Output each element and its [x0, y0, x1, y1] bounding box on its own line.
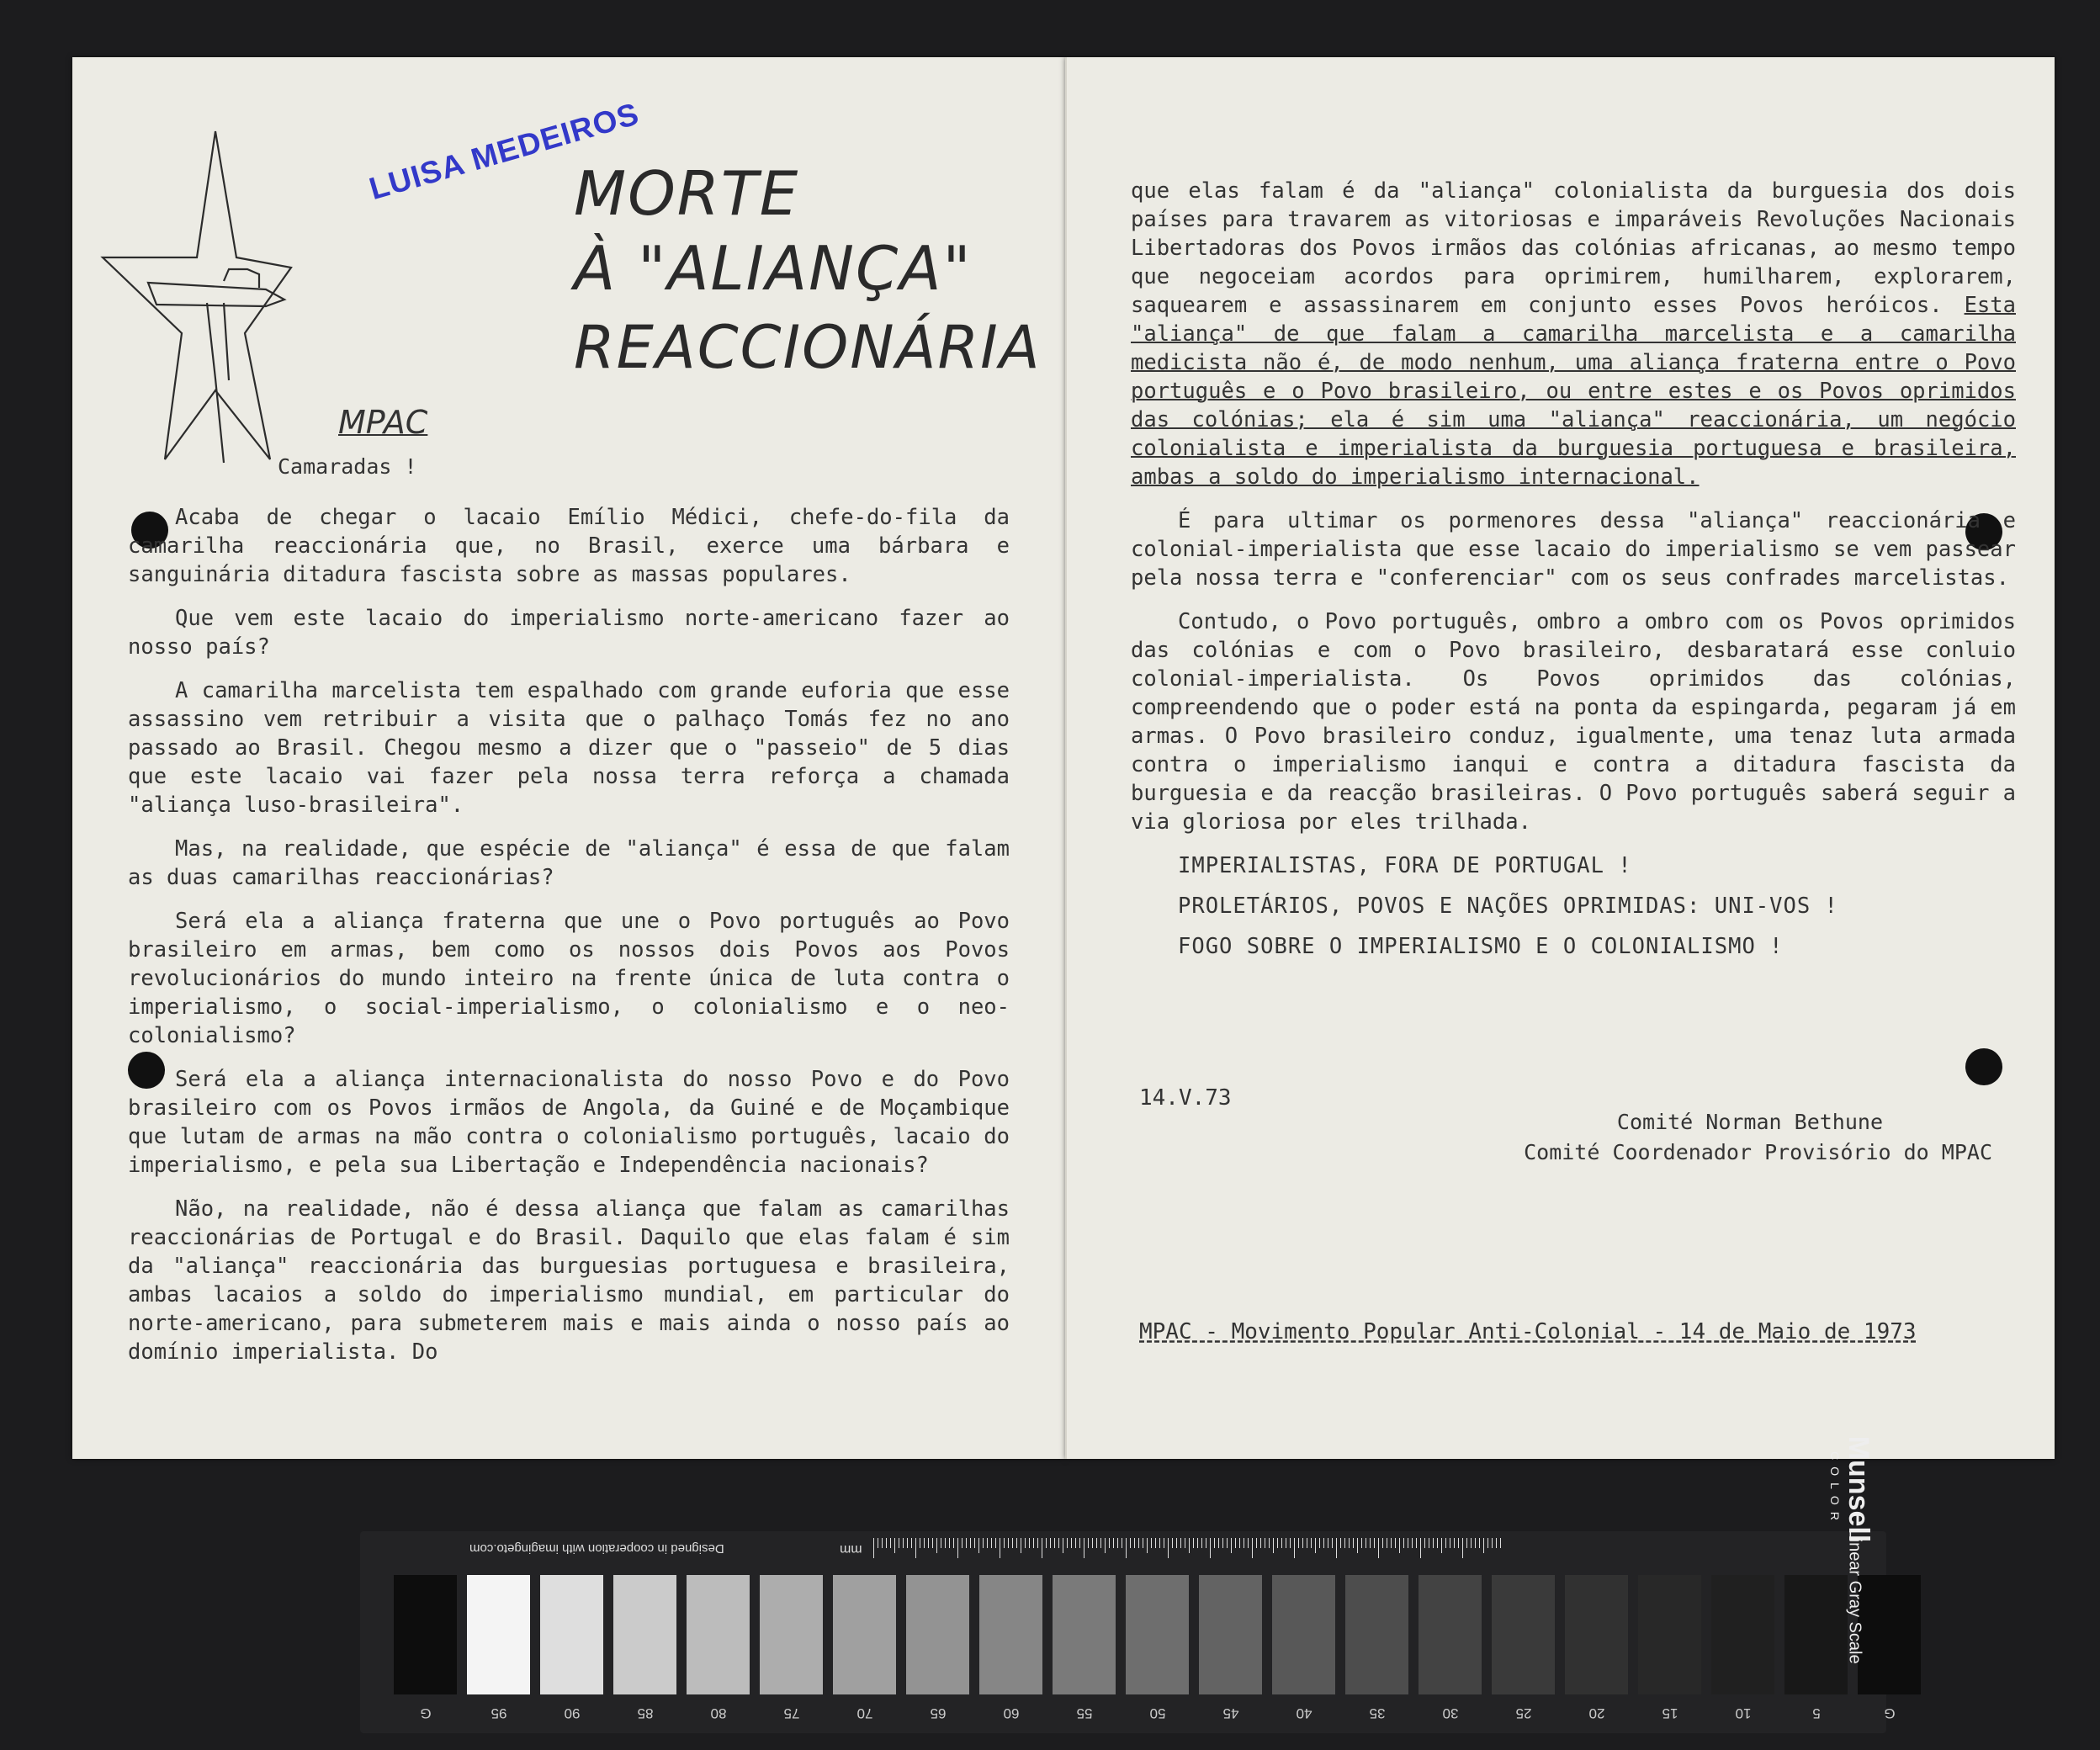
ruler-tick [1479, 1538, 1480, 1548]
gray-swatch [1492, 1575, 1555, 1694]
ruler-tick [1458, 1538, 1459, 1548]
ruler-tick [1210, 1538, 1211, 1558]
ruler-tick [1025, 1538, 1026, 1548]
gray-label: 65 [930, 1705, 947, 1721]
gray-label: G [420, 1705, 432, 1721]
ruler-tick [1344, 1538, 1345, 1548]
scale-name: Linear Gray Scale [1845, 1529, 1864, 1664]
ruler-tick [1239, 1538, 1240, 1548]
ruler-tick [915, 1538, 916, 1558]
ruler-tick [995, 1538, 996, 1548]
ruler-tick [966, 1538, 967, 1548]
gray-swatch [467, 1575, 530, 1694]
gray-label: 80 [710, 1705, 727, 1721]
ruler-tick [1033, 1538, 1034, 1548]
gray-swatch [833, 1575, 896, 1694]
ruler-tick [1454, 1538, 1455, 1548]
ruler-tick [1433, 1538, 1434, 1548]
ruler-tick [957, 1538, 958, 1558]
ruler-tick [1138, 1538, 1139, 1548]
ruler-tick [1315, 1538, 1316, 1553]
star-fist-logo-icon [98, 123, 300, 476]
ruler-tick [1277, 1538, 1278, 1548]
logo-label: MPAC [338, 404, 428, 441]
ruler-tick [991, 1538, 992, 1548]
underlined-passage: Esta "aliança" de que falam a camarilha marcelista e a camarilha medicista não é, de modo nenhum, uma aliança fraterna entre o Povo português e o Povo brasileiro, ou entre estes e os Povos oprimidos das colónias; ela é sim uma "aliança" reaccionária, um negócio colonialista e imperialista da burguesia portuguesa e brasileira, ambas a soldo do imperialismo internacional. [1131, 293, 2016, 490]
ruler-tick [1130, 1538, 1131, 1548]
leaflet-right-page [1065, 57, 2055, 1459]
ruler-tick [1298, 1538, 1299, 1548]
ruler-tick [1382, 1538, 1383, 1548]
paragraph: É para ultimar os pormenores dessa "aliança" reaccionária e colonial-imperialista que esse lacaio do imperialismo se vem passear pela nossa terra e "conferenciar" com os seus confrades marcelistas. [1131, 508, 2016, 591]
gray-swatch [1858, 1575, 1921, 1694]
gray-label: 55 [1076, 1705, 1093, 1721]
ruler-tick [1096, 1538, 1097, 1548]
gray-label: 45 [1222, 1705, 1239, 1721]
paragraph: Será ela a aliança internacionalista do nosso Povo e do Povo brasileiro com os Povos irmãos de Angola, da Guiné e de Moçambique que lutam de armas na mão contra o colonialismo português, lacaio do imperialismo, e pela sua Libertação e Independência nacionais? [128, 1067, 1010, 1178]
ruler-tick [882, 1538, 883, 1548]
gray-label: 10 [1735, 1705, 1752, 1721]
ruler-tick [1370, 1538, 1371, 1548]
gray-swatch [1419, 1575, 1482, 1694]
ruler-tick [1319, 1538, 1320, 1548]
ruler-tick [945, 1538, 946, 1548]
ruler-tick [1092, 1538, 1093, 1548]
ruler-tick [1004, 1538, 1005, 1548]
ruler-tick [1147, 1538, 1148, 1553]
ruler-tick [911, 1538, 912, 1548]
ruler-tick [1475, 1538, 1476, 1548]
ruler-tick [1483, 1538, 1484, 1553]
gray-swatch [906, 1575, 969, 1694]
ruler-tick [1252, 1538, 1253, 1558]
ruler-tick [970, 1538, 971, 1548]
ruler-tick [1054, 1538, 1055, 1548]
ruler-tick [987, 1538, 988, 1548]
gray-swatch [540, 1575, 603, 1694]
ruler-tick [1046, 1538, 1047, 1548]
gray-swatch [1053, 1575, 1116, 1694]
footer: MPAC - Movimento Popular Anti-Colonial - 14 de Maio de 1973 [1139, 1319, 1917, 1344]
ruler-tick [928, 1538, 929, 1548]
ruler-tick [1420, 1538, 1421, 1558]
ruler-tick [1471, 1538, 1472, 1548]
name-stamp: LUISA MEDEIROS [365, 96, 644, 207]
ruler-tick [1227, 1538, 1228, 1548]
ruler-tick [924, 1538, 925, 1548]
gray-label: 5 [1812, 1705, 1821, 1721]
ruler-tick [1134, 1538, 1135, 1548]
ruler-tick [903, 1538, 904, 1548]
gray-label: 30 [1442, 1705, 1459, 1721]
punch-hole [1965, 1048, 2002, 1085]
gray-swatch [1345, 1575, 1408, 1694]
gray-label: 20 [1588, 1705, 1605, 1721]
ruler-tick [1496, 1538, 1497, 1548]
gray-label: 35 [1369, 1705, 1386, 1721]
gray-label: 60 [1003, 1705, 1020, 1721]
ruler-tick [1218, 1538, 1219, 1548]
ruler-tick [1222, 1538, 1223, 1548]
ruler-tick [1290, 1538, 1291, 1548]
paragraph: Acaba de chegar o lacaio Emílio Médici, chefe-do-fila da camarilha reaccionária que, no Brasil, exerce uma bárbara e sanguinária ditadura fascista sobre as massas populares. [128, 505, 1010, 587]
right-column [1131, 177, 2016, 973]
ruler-tick [1357, 1538, 1358, 1553]
ruler-tick [978, 1538, 979, 1553]
ruler-tick [1214, 1538, 1215, 1548]
ruler-tick [1197, 1538, 1198, 1548]
gray-swatch [1199, 1575, 1262, 1694]
signature-line-2: Comité Coordenador Provisório do MPAC [1524, 1140, 1992, 1164]
ruler-tick [1437, 1538, 1438, 1548]
ruler-tick [1058, 1538, 1059, 1548]
ruler-tick [1012, 1538, 1013, 1548]
paragraph: Mas, na realidade, que espécie de "aliança" é essa de que falam as duas camarilhas reaccionárias? [128, 836, 1010, 890]
ruler-tick [1248, 1538, 1249, 1548]
ruler-tick [1180, 1538, 1181, 1548]
paragraph: A camarilha marcelista tem espalhado com grande euforia que esse assassino vem retribuir a visita que o palhaço Tomás fez no ano passado ao Brasil. Chegou mesmo a dizer que o "passeio" de 5 dias que este lacaio vai fazer pela nossa terra reforça a chamada "aliança luso-brasileira". [128, 678, 1010, 818]
ruler-tick [1079, 1538, 1080, 1548]
ruler-tick [1349, 1538, 1350, 1548]
gray-label: 90 [564, 1705, 581, 1721]
ruler-tick [1235, 1538, 1236, 1548]
gray-scale-card [360, 1435, 1896, 1733]
ruler-tick [907, 1538, 908, 1548]
ruler-tick [1008, 1538, 1009, 1548]
ruler-tick [1462, 1538, 1463, 1558]
ruler-tick [1340, 1538, 1341, 1548]
ruler-tick [1323, 1538, 1324, 1548]
ruler-tick [1269, 1538, 1270, 1548]
ruler-tick [1067, 1538, 1068, 1548]
ruler-tick [1126, 1538, 1127, 1558]
ruler-tick [1105, 1538, 1106, 1553]
ruler-tick [949, 1538, 950, 1548]
gray-swatch [1272, 1575, 1335, 1694]
slogan: FOGO SOBRE O IMPERIALISMO E O COLONIALISMO ! [1178, 934, 1784, 959]
gray-swatch [1784, 1575, 1848, 1694]
ruler-tick [1412, 1538, 1413, 1548]
ruler-tick [1391, 1538, 1392, 1548]
ruler-tick [932, 1538, 933, 1548]
ruler-tick [974, 1538, 975, 1548]
ruler-tick [1374, 1538, 1375, 1548]
ruler-tick [1113, 1538, 1114, 1548]
signature-line-1: Comité Norman Bethune [1616, 1110, 1883, 1134]
gray-label: 40 [1296, 1705, 1312, 1721]
ruler-tick [1029, 1538, 1030, 1548]
paragraph: que elas falam é da "aliança" colonialista da burguesia dos dois países para travarem as vitoriosas e imparáveis Revoluções Nacionais Libertadoras dos Povos irmãos das colónias africanas, ao mesmo tempo que negoceiam acordos para oprimirem, humilharem, explorarem, saquearem e assassinarem em conjunto esses Povos heróicos. Esta "aliança" de que falam a camarilha marcelista e a camarilha medicista não é, de modo nenhum, uma aliança fraterna entre o Povo português e o Povo brasileiro, ou entre estes e os Povos oprimidos das colónias; ela é sim uma "aliança" reaccionária, um negócio colonialista e imperialista da burguesia portuguesa e brasileira, ambas a soldo do imperialismo internacional. [1131, 178, 2016, 490]
paragraph: Será ela a aliança fraterna que une o Povo português ao Povo brasileiro em armas, bem como os nossos dois Povos aos Povos revolucionários do mundo inteiro na frente única de luta contra o imperialismo, o social-imperialismo, o colonialismo e o neo-colonialismo? [128, 909, 1010, 1048]
ruler-tick [1193, 1538, 1194, 1548]
ruler-tick [1168, 1538, 1169, 1558]
ruler-tick [1117, 1538, 1118, 1548]
ruler-tick [1395, 1538, 1396, 1548]
gray-label: G [1884, 1705, 1896, 1721]
page-title: MORTE À "ALIANÇA" REACCIONÁRIA [574, 158, 1042, 382]
ruler-tick [1466, 1538, 1467, 1548]
slogan: IMPERIALISTAS, FORA DE PORTUGAL ! [1178, 853, 1632, 878]
ruler-tick [1378, 1538, 1379, 1558]
ruler-tick [1151, 1538, 1152, 1548]
gray-label: 95 [491, 1705, 507, 1721]
ruler-tick [1445, 1538, 1446, 1548]
ruler-tick [1353, 1538, 1354, 1548]
ruler-tick [1016, 1538, 1017, 1548]
ruler-tick [1273, 1538, 1274, 1553]
ruler-tick [1281, 1538, 1282, 1548]
ruler-tick [1176, 1538, 1177, 1548]
gray-swatch [1126, 1575, 1189, 1694]
brand-sub: COLOR [1828, 1451, 1842, 1527]
ruler-tick [1416, 1538, 1417, 1548]
ruler-tick [1302, 1538, 1303, 1548]
ruler-tick [1332, 1538, 1333, 1548]
mm-ruler [873, 1538, 1504, 1562]
gray-swatch [979, 1575, 1042, 1694]
ruler-tick [1256, 1538, 1257, 1548]
card-unit: mm [840, 1542, 862, 1556]
left-column [128, 503, 1010, 1381]
card-credit: Designed in cooperation with imagingeto.com [469, 1541, 724, 1556]
gray-swatch [1638, 1575, 1701, 1694]
ruler-tick [1231, 1538, 1232, 1553]
gray-label: 85 [637, 1705, 654, 1721]
ruler-tick [1088, 1538, 1089, 1548]
gray-label: 25 [1515, 1705, 1532, 1721]
ruler-tick [1260, 1538, 1261, 1548]
ruler-tick [1075, 1538, 1076, 1548]
greeting: Camaradas ! [278, 454, 417, 479]
ruler-tick [1424, 1538, 1425, 1548]
brand-name: Munsell [1843, 1435, 1875, 1543]
gray-swatch [760, 1575, 823, 1694]
gray-label: 70 [856, 1705, 873, 1721]
ruler-tick [886, 1538, 887, 1548]
ruler-tick [873, 1538, 874, 1558]
gray-swatch [394, 1575, 457, 1694]
gray-swatch [687, 1575, 750, 1694]
signature [1524, 1107, 1992, 1168]
ruler-tick [1037, 1538, 1038, 1548]
gray-swatch [1565, 1575, 1628, 1694]
gray-label: 50 [1149, 1705, 1166, 1721]
leaflet-left-page [72, 57, 1065, 1459]
ruler-tick [1361, 1538, 1362, 1548]
ruler-tick [1403, 1538, 1404, 1548]
ruler-tick [894, 1538, 895, 1553]
ruler-tick [1311, 1538, 1312, 1548]
ruler-tick [1500, 1538, 1501, 1548]
gray-label: 75 [783, 1705, 800, 1721]
ruler-tick [1441, 1538, 1442, 1553]
ruler-tick [890, 1538, 891, 1548]
paragraph: Não, na realidade, não é dessa aliança que falam as camarilhas reaccionárias de Portugal e do Brasil. Daquilo que elas falam é sim da "aliança" reaccionária das burguesias portuguesa e brasileira, ambas lacaios a soldo do imperialismo mundial, em particular do norte-americano, para submeterem mais e mais ainda o nosso país ao domínio imperialista. Do [128, 1196, 1010, 1365]
paragraph: Contudo, o Povo português, ombro a ombro com os Povos oprimidos das colónias e com o Povo brasileiro, desbaratará esse conluio colonial-imperialista. Os Povos oprimidos das colónias, compreendendo que o poder está na ponta da espingarda, pegaram já em armas. O Povo brasileiro conduz, igualmente, uma tenaz luta armada contra o imperialismo ianqui e contra a ditadura fascista da burguesia e da reacção brasileiras. O Povo português saberá seguir a via gloriosa por eles trilhada. [1131, 609, 2016, 835]
gray-label: 15 [1662, 1705, 1678, 1721]
date: 14.V.73 [1139, 1085, 1232, 1111]
ruler-tick [983, 1538, 984, 1548]
ruler-tick [1071, 1538, 1072, 1548]
ruler-tick [936, 1538, 937, 1553]
ruler-tick [1050, 1538, 1051, 1548]
ruler-tick [1201, 1538, 1202, 1548]
ruler-tick [1159, 1538, 1160, 1548]
slogan: PROLETÁRIOS, POVOS E NAÇÕES OPRIMIDAS: UNI-VOS ! [1178, 894, 1838, 919]
ruler-tick [1172, 1538, 1173, 1548]
ruler-tick [1109, 1538, 1110, 1548]
ruler-tick [1100, 1538, 1101, 1548]
gray-swatch [613, 1575, 676, 1694]
paragraph: Que vem este lacaio do imperialismo norte-americano fazer ao nosso país? [128, 606, 1010, 660]
ruler-tick [1155, 1538, 1156, 1548]
ruler-tick [1336, 1538, 1337, 1558]
gray-swatch [1711, 1575, 1774, 1694]
ruler-tick [1294, 1538, 1295, 1558]
ruler-tick [1189, 1538, 1190, 1553]
ruler-tick [1399, 1538, 1400, 1553]
ruler-tick [953, 1538, 954, 1548]
ruler-tick [1492, 1538, 1493, 1548]
